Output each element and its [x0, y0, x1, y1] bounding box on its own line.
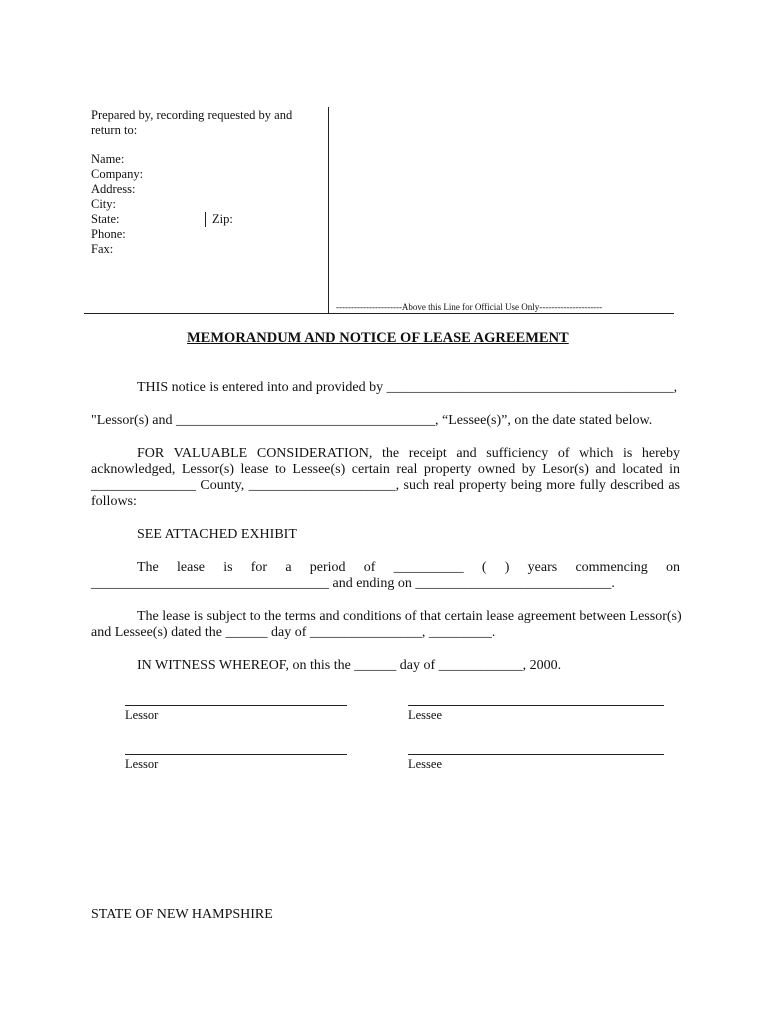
- para2-line1: FOR VALUABLE CONSIDERATION, the receipt and sufficiency of which is hereby: [137, 446, 680, 461]
- lessee-label-2: Lessee: [408, 757, 443, 771]
- para1-line1: THIS notice is entered into and provided by _________________________________________,: [137, 380, 678, 395]
- lessor-signature-line-1: [125, 705, 347, 706]
- zip-label: Zip:: [212, 212, 233, 226]
- para4-line2: and Lessee(s) dated the ______ day of ________________, _________.: [91, 625, 496, 640]
- para1-line2: "Lessor(s) and _____________________________________, “Lessee(s)”, on the date stated below.: [91, 413, 653, 428]
- lessee-signature-line-2: [408, 754, 664, 755]
- prepared-by-line2: return to:: [91, 123, 138, 137]
- official-use-notice: ----------------------Above this Line for Official Use Only---------------------: [336, 302, 603, 312]
- para2-line4: follows:: [91, 494, 137, 509]
- state-heading: STATE OF NEW HAMPSHIRE: [91, 907, 273, 922]
- header-vertical-divider: [328, 107, 329, 314]
- lessor-label-1: Lessor: [125, 708, 159, 722]
- para3-line1: The lease is for a period of __________ ( ) years commencing on: [137, 560, 680, 575]
- para4-line1: The lease is subject to the terms and conditions of that certain lease agreement between Lessor(s): [137, 609, 682, 624]
- document-title: MEMORANDUM AND NOTICE OF LEASE AGREEMENT: [187, 330, 569, 346]
- lessee-label-1: Lessee: [408, 708, 443, 722]
- zip-divider: [205, 212, 206, 227]
- phone-label: Phone:: [91, 227, 126, 241]
- witness-clause: IN WITNESS WHEREOF, on this the ______ day of ____________, 2000.: [137, 658, 562, 673]
- company-label: Company:: [91, 167, 144, 181]
- fax-label: Fax:: [91, 242, 114, 256]
- para2-line2: acknowledged, Lessor(s) lease to Lessee(s) certain real property owned by Lesor(s) and located in: [91, 462, 680, 477]
- lessee-signature-line-1: [408, 705, 664, 706]
- name-label: Name:: [91, 152, 125, 166]
- para2-line3: _______________ County, _____________________, such real property being more fully described as: [91, 478, 680, 493]
- exhibit-reference: SEE ATTACHED EXHIBIT: [137, 527, 297, 542]
- lessor-signature-line-2: [125, 754, 347, 755]
- state-label: State:: [91, 212, 120, 226]
- address-label: Address:: [91, 182, 136, 196]
- lessor-label-2: Lessor: [125, 757, 159, 771]
- city-label: City:: [91, 197, 117, 211]
- para3-line2: __________________________________ and ending on ____________________________.: [91, 576, 615, 591]
- prepared-by-line1: Prepared by, recording requested by and: [91, 108, 293, 122]
- official-use-line: [84, 313, 674, 314]
